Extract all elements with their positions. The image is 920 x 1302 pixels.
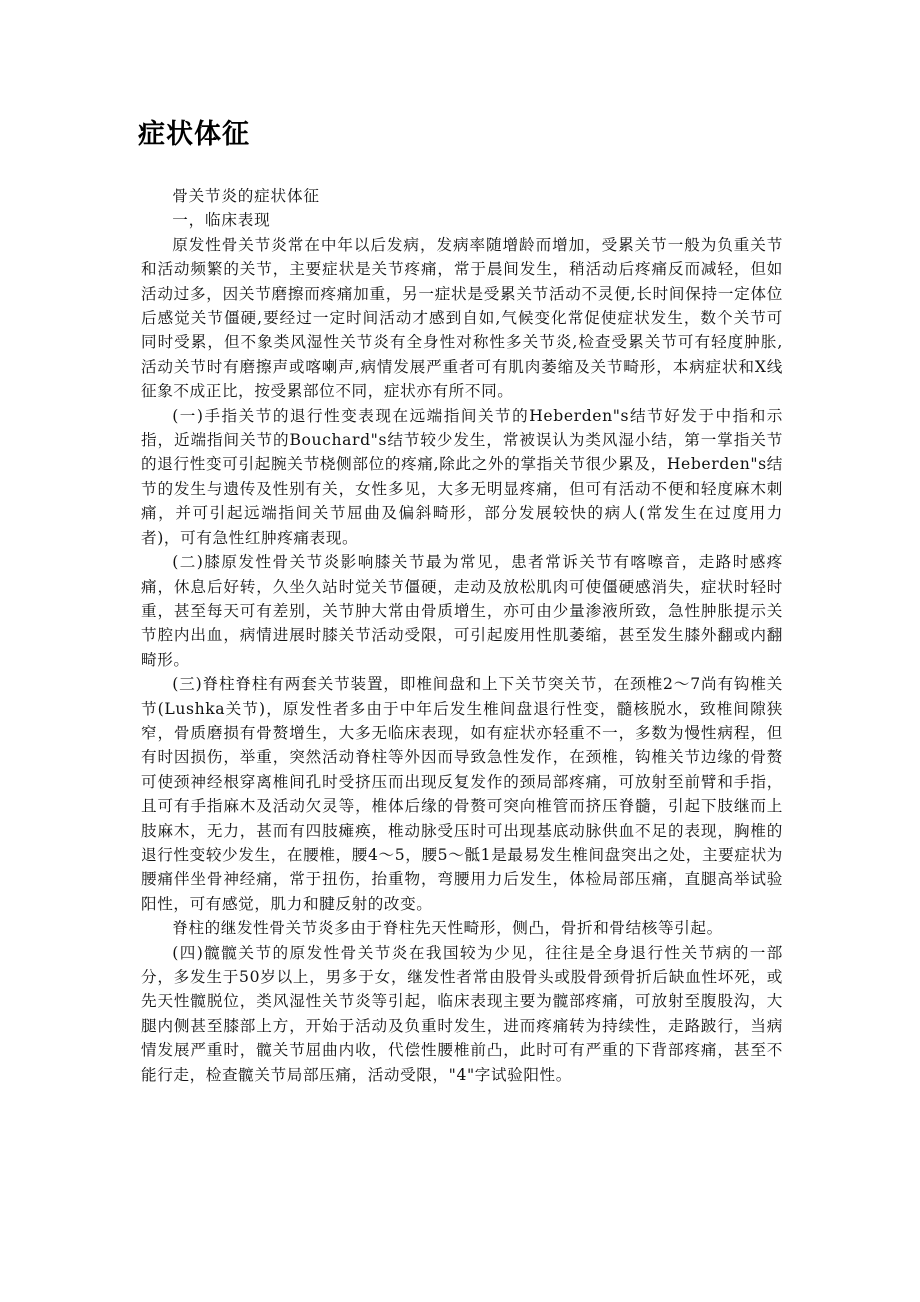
- article-body: [141, 184, 783, 1087]
- section-heading: 一，临床表现: [172, 211, 271, 230]
- paragraph-hip: (四)髋髋关节的原发性骨关节炎在我国较为少见，往往是全身退行性关节病的一部分，多发生于50岁以上，男多于女，继发性者常由股骨头或股骨颈骨折后缺血性坏死，或先天性髋脱位，类风湿性关节炎等引起，临床表现主要为髋部疼痛，可放射至腹股沟，大腿内侧甚至膝部上方，开始于活动及负重时发生，进而疼痛转为持续性，走路跛行，当病情发展严重时，髋关节屈曲内收，代偿性腰椎前凸，此时可有严重的下背部疼痛，甚至不能行走，检查髋关节局部压痛，活动受限，"4"字试验阳性。: [141, 943, 783, 1084]
- paragraph-knee: (二)膝原发性骨关节炎影响膝关节最为常见，患者常诉关节有喀嚓音，走路时感疼痛，休息后好转，久坐久站时觉关节僵硬，走动及放松肌肉可使僵硬感消失，症状时轻时重，甚至每天可有差别，关节肿大常由骨质增生，亦可由少量渗液所致，急性肿胀提示关节腔内出血，病情进展时膝关节活动受限，可引起废用性肌萎缩，甚至发生膝外翻或内翻畸形。: [141, 553, 783, 669]
- paragraph-spine-secondary: 脊柱的继发性骨关节炎多由于脊柱先天性畸形，侧凸，骨折和骨结核等引起。: [172, 919, 723, 938]
- paragraph-overview: 原发性骨关节炎常在中年以后发病，发病率随增龄而增加，受累关节一般为负重关节和活动频繁的关节，主要症状是关节疼痛，常于晨间发生，稍活动后疼痛反而减轻，但如活动过多，因关节磨擦而疼痛加重，另一症状是受累关节活动不灵便,长时间保持一定体位后感觉关节僵硬,要经过一定时间活动才感到自如,气候变化常促使症状发生，数个关节可同时受累，但不象类风湿性关节炎有全身性对称性多关节炎,检查受累关节可有轻度肿胀,活动关节时有磨擦声或喀喇声,病情发展严重者可有肌肉萎缩及关节畸形，本病症状和X线征象不成正比，按受累部位不同，症状亦有所不同。: [141, 235, 783, 401]
- page-title: 症状体征: [138, 119, 250, 150]
- paragraph-spine: (三)脊柱脊柱有两套关节装置，即椎间盘和上下关节突关节，在颈椎2～7尚有钩椎关节(Lushka关节)，原发性者多由于中年后发生椎间盘退行性变，髓核脱水，致椎间隙狭窄，骨质磨损有骨赘增生，大多无临床表现，如有症状亦轻重不一，多数为慢性病程，但有时因损伤，举重，突然活动脊柱等外因而导致急性发作，在颈椎，钩椎关节边缘的骨赘可使颈神经根穿离椎间孔时受挤压而出现反复发作的颈局部疼痛，可放射至前臂和手指，且可有手指麻木及活动欠灵等，椎体后缘的骨赘可突向椎管而挤压脊髓，引起下肢继而上肢麻木，无力，甚而有四肢瘫痪，椎动脉受压时可出现基底动脉供血不足的表现，胸椎的退行性变较少发生，在腰椎，腰4～5，腰5～骶1是最易发生椎间盘突出之处，主要症状为腰痛伴坐骨神经痛，常于扭伤，抬重物，弯腰用力后发生，体检局部压痛，直腿高举试验阳性，可有感觉，肌力和腱反射的改变。: [141, 675, 783, 913]
- paragraph-finger-joints: (一)手指关节的退行性变表现在远端指间关节的Heberden"s结节好发于中指和示指，近端指间关节的Bouchard"s结节较少发生，常被误认为类风湿小结，第一掌指关节的退行性变可引起腕关节桡侧部位的疼痛,除此之外的掌指关节很少累及，Heberden"s结节的发生与遗传及性别有关，女性多见，大多无明显疼痛，但可有活动不便和轻度麻木刺痛，并可引起远端指间关节屈曲及偏斜畸形，部分发展较快的病人(常发生在过度用力者)，可有急性红肿疼痛表现。: [141, 406, 783, 547]
- article-subtitle: 骨关节炎的症状体征: [172, 187, 320, 205]
